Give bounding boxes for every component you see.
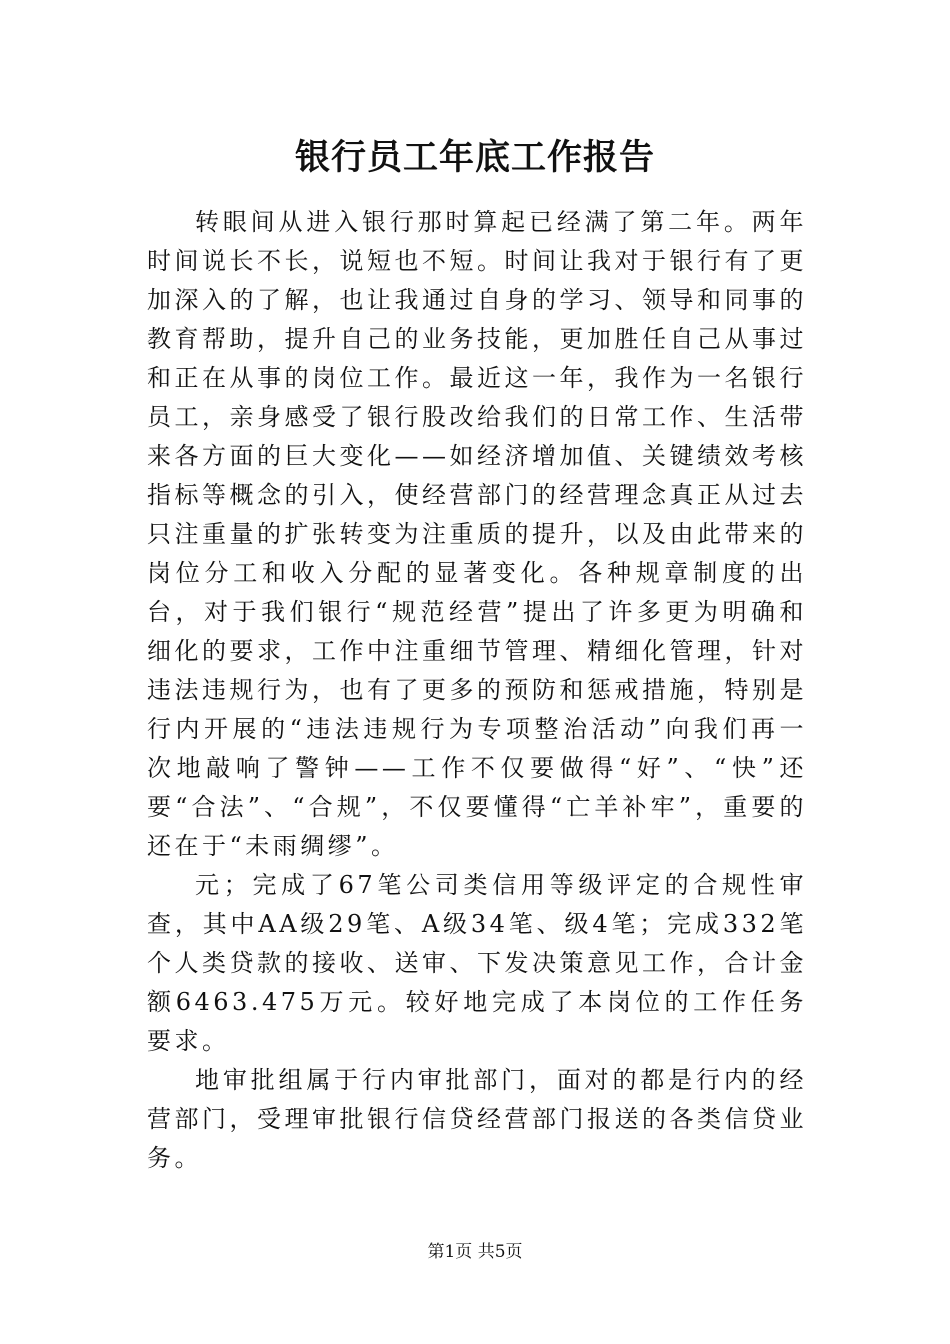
document-body (147, 203, 807, 1178)
paragraph-3: 地审批组属于行内审批部门，面对的都是行内的经营部门，受理审批银行信贷经营部门报送的各类信贷业务。 (147, 1066, 807, 1172)
paragraph-1: 转眼间从进入银行那时算起已经满了第二年。两年时间说长不长，说短也不短。时间让我对于银行有了更加深入的了解，也让我通过自身的学习、领导和同事的教育帮助，提升自己的业务技能，更加胜任自己从事过和正在从事的岗位工作。最近这一年，我作为一名银行员工，亲身感受了银行股改给我们的日常工作、生活带来各方面的巨大变化——如经济增加值、关键绩效考核指标等概念的引入，使经营部门的经营理念真正从过去只注重量的扩张转变为注重质的提升，以及由此带来的岗位分工和收入分配的显著变化。各种规章制度的出台，对于我们银行“规范经营”提出了许多更为明确和细化的要求，工作中注重细节管理、精细化管理，针对违法违规行为，也有了更多的预防和惩戒措施，特别是行内开展的“违法违规行为专项整治活动”向我们再一次地敲响了警钟——工作不仅要做得“好”、“快”还要“合法”、“合规”，不仅要懂得“亡羊补牢”，重要的还在于“未雨绸缪”。 (147, 208, 807, 860)
page-number-footer: 第1页 共5页 (427, 1242, 523, 1262)
paragraph-2: 元；完成了67笔公司类信用等级评定的合规性审查，其中AA级29笔、A级34笔、级4笔；完成332笔个人类贷款的接收、送审、下发决策意见工作，合计金额6463.475万元。较好地完成了本岗位的工作任务要求。 (147, 871, 807, 1055)
document-title: 银行员工年底工作报告 (294, 137, 655, 178)
